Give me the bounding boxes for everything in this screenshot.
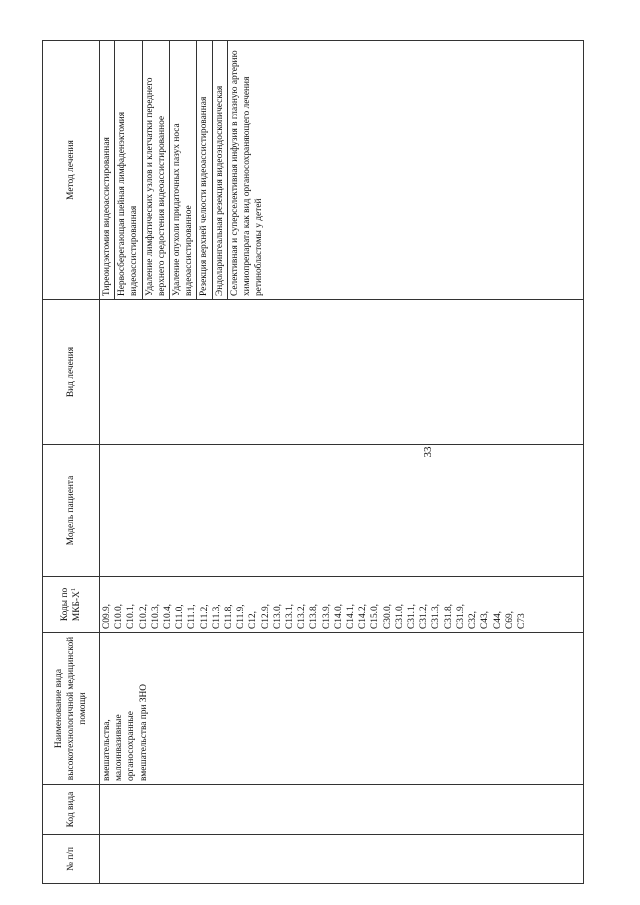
icd-code: C31.1, xyxy=(407,603,418,629)
header-type-code: Код вида xyxy=(43,785,100,835)
table-header-row xyxy=(43,41,100,884)
icd-code: C10.1, xyxy=(126,603,137,629)
icd-code: C09.9, xyxy=(102,603,112,629)
icd-code: C73 xyxy=(516,613,527,629)
icd-code: C14.0, xyxy=(333,603,344,629)
treatment-method-item: Удаление опухоли придаточных пазух носа видеоассистированное xyxy=(170,41,197,299)
icd-code: C30.0, xyxy=(382,603,393,629)
icd-code: C13.1, xyxy=(285,603,296,629)
icd-code: C10.4, xyxy=(163,603,174,629)
icd-code: C44, xyxy=(492,611,503,629)
name-line: вмешательства, xyxy=(102,719,112,781)
icd-code: C31.8, xyxy=(443,603,454,629)
table-row xyxy=(100,41,584,884)
icd-code: C13.8, xyxy=(309,603,320,629)
cell-type-code xyxy=(100,785,584,835)
icd-code: C15.0, xyxy=(370,603,381,629)
icd-code: C11.8, xyxy=(224,604,235,629)
cell-treatment-type xyxy=(100,300,584,445)
icd-code: C10.3, xyxy=(150,603,161,629)
cell-num xyxy=(100,835,584,884)
header-icd-label: Коды по МКБ-Х xyxy=(59,587,82,622)
icd-code: C11.0, xyxy=(175,604,186,629)
treatment-method-item: Селективная и суперселективная инфузия в глазную артерию химиопрепарата как вид органосохраняющего лечения ретинобластомы у детей xyxy=(229,50,265,296)
icd-code: C69, xyxy=(504,611,515,629)
icd-code: C14.1, xyxy=(346,603,357,629)
icd-code: C14.2, xyxy=(358,603,369,629)
cell-patient-model xyxy=(100,445,584,577)
table-sheet xyxy=(42,41,584,884)
icd-code: C31.9, xyxy=(455,603,466,629)
header-icd-codes xyxy=(43,577,100,633)
header-num: № п/п xyxy=(43,835,100,884)
icd-code: C10.0, xyxy=(114,603,125,629)
icd-code: C10.2, xyxy=(138,603,149,629)
header-icd-footnote: 1 xyxy=(69,587,77,592)
header-treatment-type: Вид лечения xyxy=(43,300,100,445)
icd-code: C11.1, xyxy=(187,604,198,629)
name-line: органосохранные xyxy=(126,711,137,781)
name-line: малоинвазивные xyxy=(114,714,125,781)
treatment-method-item: Резекция верхней челюсти видеоассистированная xyxy=(197,41,212,299)
icd-code: C11.2, xyxy=(199,604,210,629)
icd-code: C12, xyxy=(248,611,259,629)
icd-code: C11.9, xyxy=(236,604,247,629)
icd-code: C32, xyxy=(468,611,479,629)
treatment-method-item: Удаление лимфатических узлов и клетчатки переднего верхнего средостения видеоассистированное xyxy=(143,41,170,299)
cell-treatment-methods xyxy=(100,41,584,300)
icd-code: C11.3, xyxy=(211,604,222,629)
treatment-method-item: Нервосберегающая шейная лимфаденэктомия видеоассистированная xyxy=(115,41,142,299)
header-patient-model: Модель пациента xyxy=(43,445,100,577)
name-line: вмешательства при ЗНО xyxy=(138,683,149,781)
icd-code: C13.0, xyxy=(272,603,283,629)
icd-code: C13.2, xyxy=(297,603,308,629)
treatment-method-item: Тиреоидэктомия видеоассистированная xyxy=(100,41,115,299)
treatment-method-item: Эндоларингеальная резекция видеоэндоскопическая xyxy=(213,41,228,299)
header-treatment-method: Метод лечения xyxy=(43,41,100,300)
treatment-table xyxy=(42,40,584,884)
icd-code: C31.0, xyxy=(394,603,405,629)
icd-code: C31.3, xyxy=(431,603,442,629)
icd-code: C43, xyxy=(480,611,491,629)
cell-name xyxy=(100,633,584,785)
icd-code: C13.9, xyxy=(321,603,332,629)
icd-code: C31.2, xyxy=(419,603,430,629)
header-name: Наименование вида высокотехнологичной медицинской помощи xyxy=(43,633,100,785)
page-number: 33 xyxy=(422,446,434,458)
cell-icd-codes xyxy=(100,577,584,633)
icd-code: C12.9, xyxy=(260,603,271,629)
